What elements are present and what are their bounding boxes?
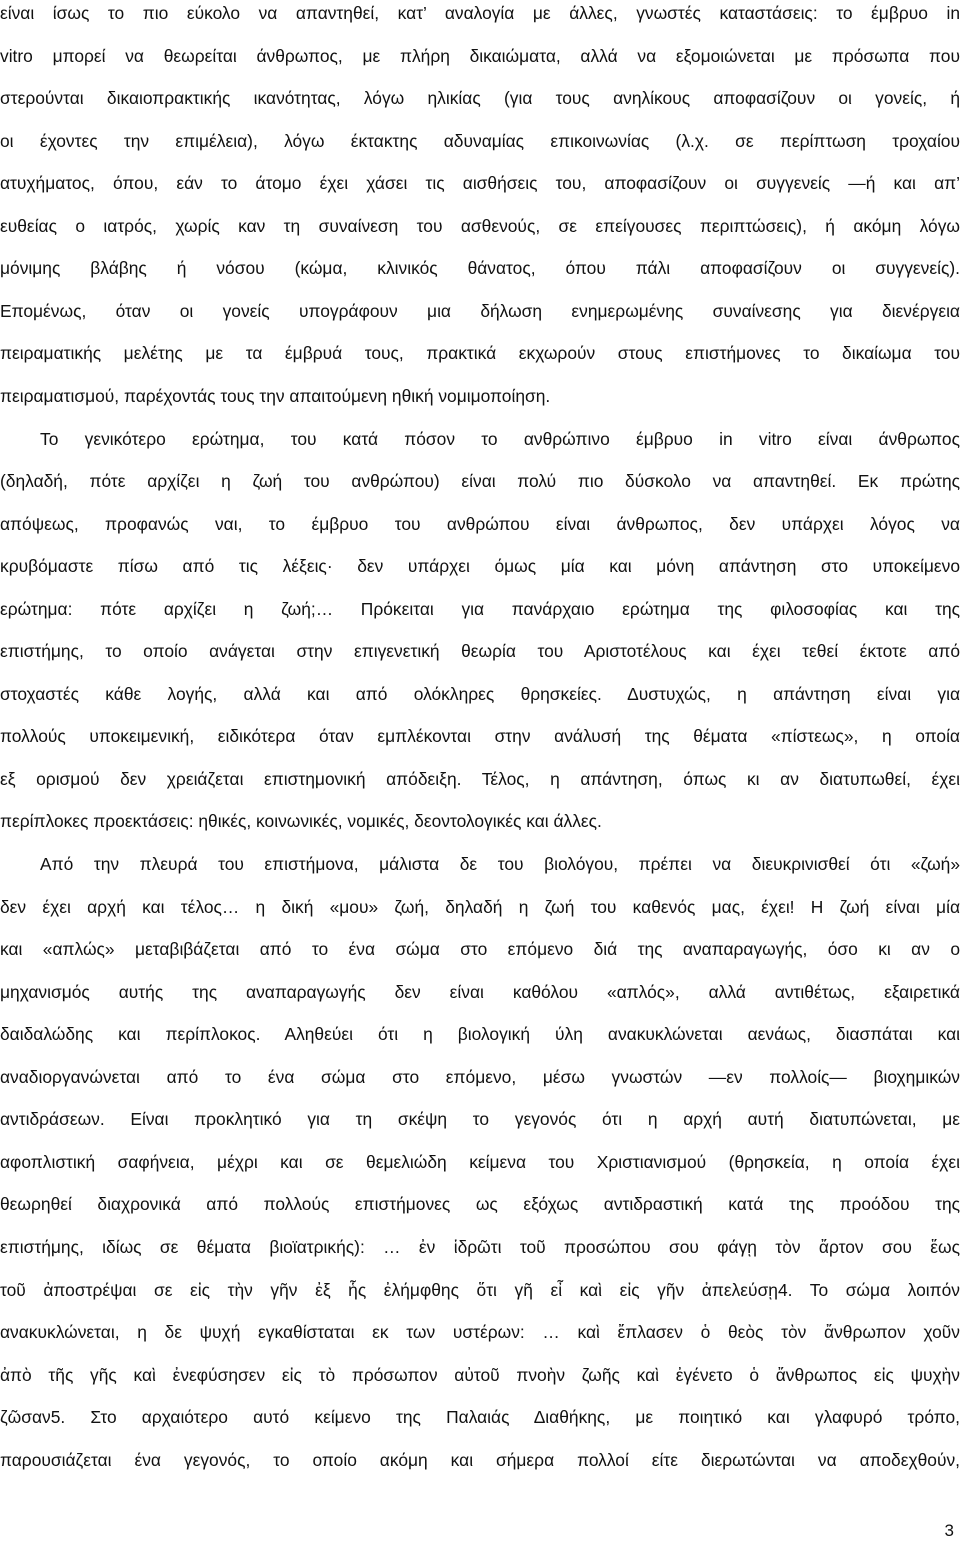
text-line: μόνιμης βλάβης ή νόσου (κώμα, κλινικός θάνατος, όπου πάλι αποφασίζουν οι συγγενείς). (0, 258, 960, 279)
text-line: πειραματισμού, παρέχοντάς τους την απαιτούμενη ηθική νομιμοποίηση. (0, 385, 551, 406)
text-line: περίπλοκες προεκτάσεις: ηθικές, κοινωνικές, νομικές, δεοντολογικές και άλλες. (0, 811, 602, 832)
text-line: vitro μπορεί να θεωρείται άνθρωπος, με πλήρη δικαιώματα, αλλά να εξομοιώνεται με πρόσωπα που (0, 45, 960, 66)
text-line: επιστήμης, το οποίο ανάγεται στην επιγενετική θεωρία του Αριστοτέλους και έχει τεθεί έκτοτε από (0, 641, 960, 662)
text-line: πολλούς υποκειμενική, ειδικότερα όταν εμπλέκονται στην ανάλυσή της θέματα «πίστεως», η οποία (0, 726, 960, 747)
text-line: πειραματικής μελέτης με τα έμβρυά τους, πρακτικά εκχωρούν στους επιστήμονες το δικαίωμα του (0, 343, 960, 364)
text-line: τοῦ ἀποστρέψαι σε εἰς τὴν γῆν ἐξ ἧς ἐλήμφθης ὅτι γῆ εἶ καὶ εἰς γῆν ἀπελεύσῃ4. Το σώμα λοιπόν (0, 1279, 960, 1300)
text-line: στοχαστές κάθε λογής, αλλά και από ολόκληρες θρησκείες. Δυστυχώς, η απάντηση είναι για (0, 683, 960, 704)
text-line: οι έχοντες την επιμέλεια), λόγω έκτακτης αδυναμίας επικοινωνίας (λ.χ. σε περίπτωση τροχαίου (0, 130, 960, 151)
text-line: Από την πλευρά του επιστήμονα, μάλιστα δε του βιολόγου, πρέπει να διευκρινισθεί ότι «ζωή» (40, 854, 960, 874)
text-line: ανακυκλώνεται, η δε ψυχή εγκαθίσταται εκ των υστέρων: … καὶ ἔπλασεν ὁ θεὸς τὸν ἄνθρωπον χοῦν (0, 1322, 960, 1343)
text-line: ευθείας ο ιατρός, χωρίς καν τη συναίνεση του ασθενούς, σε επείγουσες περιπτώσεις), ή ακόμη λόγω (0, 215, 960, 236)
text-line: θεωρηθεί διαχρονικά από πολλούς επιστήμονες ως εξόχως αντιδραστική κατά της προόδου της (0, 1194, 960, 1215)
text-line: αφοπλιστική σαφήνεια, μέχρι και σε θεμελιώδη κείμενα του Χριστιανισμού (θρησκεία, η οποία έχει (0, 1151, 960, 1172)
page-number: 3 (944, 1521, 954, 1540)
text-line: είναι ίσως το πιο εύκολο να απαντηθεί, κατ’ αναλογία με άλλες, γνωστές καταστάσεις: το έμβρυο in (0, 3, 960, 23)
text-line: στερούνται δικαιοπρακτικής ικανότητας, λόγω ηλικίας (για τους ανηλίκους αποφασίζουν οι γονείς, ή (0, 88, 960, 109)
text-line: επιστήμης, ιδίως σε θέματα βιοϊατρικής): … ἐν ἱδρῶτι τοῦ προσώπου σου φάγῃ τὸν ἄρτον σου ἕως (0, 1236, 960, 1257)
text-line: απόψεως, προφανώς ναι, το έμβρυο του ανθρώπου είναι άνθρωπος, δεν υπάρχει λόγος να (0, 513, 960, 534)
text-line: ζῶσαν5. Στο αρχαιότερο αυτό κείμενο της Παλαιάς Διαθήκης, με ποιητικό και γλαφυρό τρόπο, (0, 1407, 960, 1428)
text-line: ερώτημα: πότε αρχίζει η ζωή;… Πρόκειται για πανάρχαιο ερώτημα της φιλοσοφίας και της (0, 598, 960, 619)
text-line: ατυχήματος, όπου, εάν το άτομο έχει χάσει τις αισθήσεις του, αποφασίζουν οι συγγενείς —ή και απ’ (0, 173, 960, 194)
text-line: Το γενικότερο ερώτημα, του κατά πόσον το ανθρώπινο έμβρυο in vitro είναι άνθρωπος (40, 428, 960, 449)
text-line: μηχανισμός αυτής της αναπαραγωγής δεν είναι καθόλου «απλός», αλλά αντιθέτως, εξαιρετικά (0, 981, 960, 1002)
text-line: και «απλώς» μεταβιβάζεται από το ένα σώμα στο επόμενο διά της αναπαραγωγής, όσο κι αν ο (0, 939, 960, 960)
text-line: δαιδαλώδης και περίπλοκος. Αληθεύει ότι η βιολογική ύλη ανακυκλώνεται αενάως, διασπάται και (0, 1024, 960, 1045)
text-line: παρουσιάζεται ένα γεγονός, το οποίο ακόμη και σήμερα πολλοί είτε διερωτώνται να αποδεχθούν, (0, 1449, 960, 1470)
text-line: αναδιοργανώνεται από το ένα σώμα στο επόμενο, μέσω γνωστών —εν πολλοίς— βιοχημικών (0, 1066, 960, 1087)
text-line: ἀπὸ τῆς γῆς καὶ ἐνεφύσησεν εἰς τὸ πρόσωπον αὐτοῦ πνοὴν ζωῆς καὶ ἐγένετο ὁ ἄνθρωπος εἰς ψυχὴν (0, 1364, 960, 1385)
text-line: δεν έχει αρχή και τέλος… η δική «μου» ζωή, δηλαδή η ζωή του καθενός μας, έχει! Η ζωή είναι μία (0, 896, 960, 917)
text-line: κρυβόμαστε πίσω από τις λέξεις· δεν υπάρχει όμως μία και μόνη απάντηση στο υποκείμενο (0, 556, 960, 577)
text-line: Επομένως, όταν οι γονείς υπογράφουν μια δήλωση ενημερωμένης συναίνεσης για διενέργεια (0, 300, 960, 321)
text-line: αντιδράσεων. Είναι προκλητικό για τη σκέψη το γεγονός ότι η αρχή αυτή διατυπώνεται, με (0, 1109, 960, 1130)
text-line: εξ ορισμού δεν χρειάζεται επιστημονική απόδειξη. Τέλος, η απάντηση, όπως κι αν διατυπωθεί, έχει (0, 768, 960, 789)
text-line: (δηλαδή, πότε αρχίζει η ζωή του ανθρώπου) είναι πολύ πιο δύσκολο να απαντηθεί. Εκ πρώτης (0, 471, 960, 492)
